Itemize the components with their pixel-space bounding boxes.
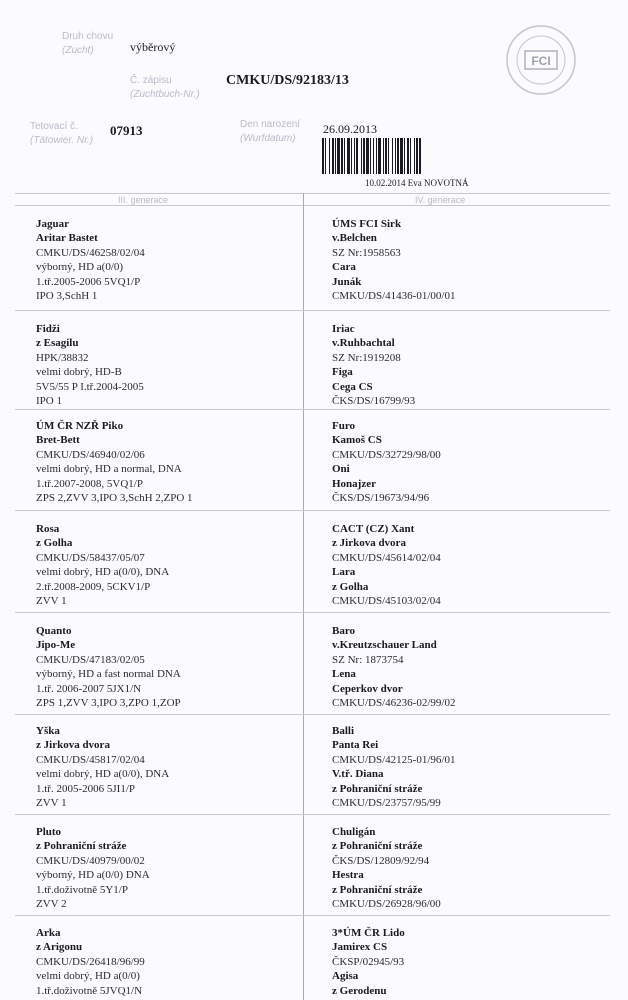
dog-name: z Pohraniční stráže xyxy=(332,883,423,896)
row-divider xyxy=(15,409,610,410)
dog-name: ÚM ČR NZŘ Piko xyxy=(36,420,124,432)
pedigree-cell-right xyxy=(332,624,455,710)
dog-detail: 2.tř.2008-2009, 5CKV1/P xyxy=(36,580,151,593)
pedigree-cell-right xyxy=(332,522,441,608)
dog-detail: CMKU/DS/42125-01/96/01 xyxy=(332,753,456,766)
dog-name: z Pohraniční stráže xyxy=(36,840,127,853)
dog-detail: velmi dobrý, HD a(0/0), DNA xyxy=(36,768,170,781)
dog-name: Arka xyxy=(36,927,61,939)
row-divider xyxy=(15,510,610,511)
pedigree-cell-left xyxy=(36,724,169,810)
dog-name: Panta Rei xyxy=(332,739,379,752)
pedigree-cell-right xyxy=(332,322,415,408)
pedigree-cell-left xyxy=(36,522,169,608)
dog-name: z Jirkova dvora xyxy=(332,537,406,550)
birth-date: 26.09.2013 xyxy=(323,122,377,136)
pedigree-cell-left xyxy=(36,322,144,408)
table-header-border xyxy=(15,205,610,206)
row-divider xyxy=(15,915,610,916)
dog-name: z Jirkova dvora xyxy=(36,739,110,752)
dog-name: Cega CS xyxy=(332,380,373,393)
dog-detail: velmi dobrý, HD-B xyxy=(36,366,122,379)
breed-value: výběrový xyxy=(130,40,176,54)
dog-name: V.tř. Diana xyxy=(332,768,384,781)
pedigree-cell-right xyxy=(332,724,455,810)
dog-detail: CMKU/DS/46236-02/99/02 xyxy=(332,697,456,710)
dog-name: Rosa xyxy=(36,523,60,535)
pedigree-cell-left xyxy=(36,217,145,303)
dog-name: Jamirex CS xyxy=(332,941,388,954)
dog-name: v.Ruhbachtal xyxy=(332,337,395,350)
pedigree-cell-left xyxy=(36,419,193,505)
pedigree-cell-left xyxy=(36,624,181,710)
pedigree-cell-right xyxy=(332,419,441,505)
dog-detail: SZ Nr:1919208 xyxy=(332,351,401,364)
dog-detail: 1.tř.2007-2008, 5VQ1/P xyxy=(36,477,143,490)
dog-detail: velmi dobrý, HD a(0/0) xyxy=(36,970,140,983)
dog-name: Chuligán xyxy=(332,826,376,838)
row-divider xyxy=(15,612,610,613)
table-top-border xyxy=(15,193,610,194)
dog-detail: IPO 1 xyxy=(36,395,62,408)
dog-name: z Golha xyxy=(332,580,369,593)
tattoo-label: Tetovací č. (Tätowier. Nr.) xyxy=(30,121,94,146)
dog-detail: CMKU/DS/26418/96/99 xyxy=(36,955,145,968)
dog-detail: CMKU/DS/47183/02/05 xyxy=(36,653,145,666)
dog-name: Bret-Bett xyxy=(36,434,80,447)
dog-detail: 1.tř.doživotně 5Y1/P xyxy=(36,883,128,896)
dog-detail: CMKU/DS/26928/96/00 xyxy=(332,898,441,911)
row-divider xyxy=(15,310,610,311)
dog-name: Figa xyxy=(332,366,353,379)
row-divider xyxy=(15,814,610,815)
dog-detail: IPO 3,SchH 1 xyxy=(36,290,98,303)
dog-name: Cara xyxy=(332,261,356,274)
column-header-right: IV. generace xyxy=(415,195,466,205)
dog-name: Agisa xyxy=(332,970,359,983)
dog-name: Quanto xyxy=(36,625,72,637)
dog-detail: CMKU/DS/58437/05/07 xyxy=(36,551,145,564)
dog-name: Honajzer xyxy=(332,477,376,490)
dog-name: z Pohraniční stráže xyxy=(332,782,423,795)
dog-detail: CMKU/DS/23757/95/99 xyxy=(332,797,441,810)
pedigree-cell-left xyxy=(36,825,150,911)
dog-name: Furo xyxy=(332,420,356,432)
dog-detail: 1.tř.2005-2006 5VQ1/P xyxy=(36,275,141,288)
dog-detail: výborný, HD a(0/0) xyxy=(36,261,124,274)
dog-name: Yška xyxy=(36,725,60,737)
dog-detail: 5V5/55 P I.tř.2004-2005 xyxy=(36,380,144,393)
dog-detail: velmi dobrý, HD a(0/0), DNA xyxy=(36,566,170,579)
breed-label: Druh chovu (Zucht) xyxy=(62,31,114,56)
dog-name: v.Kreutzschauer Land xyxy=(332,639,437,652)
dog-detail: HPK/38832 xyxy=(36,351,89,364)
dog-detail: ZPS 1,ZVV 3,IPO 3,ZPO 1,ZOP xyxy=(36,697,181,710)
dog-detail: velmi dobrý, HD a normal, DNA xyxy=(36,463,182,476)
issued-note: 10.02.2014 Eva NOVOTNÁ xyxy=(365,178,469,188)
dog-name: z Gerodenu xyxy=(332,984,387,997)
dog-detail: CMKU/DS/45614/02/04 xyxy=(332,551,441,564)
dog-detail: ČKS/DS/16799/93 xyxy=(332,395,416,408)
dog-detail: 1.tř. 2006-2007 5JX1/N xyxy=(36,682,142,695)
dog-name: v.Belchen xyxy=(332,232,377,245)
dog-name: Lara xyxy=(332,566,356,579)
dog-detail: výborný, HD a(0/0) DNA xyxy=(36,869,150,882)
tattoo-number: 07913 xyxy=(110,123,143,138)
row-divider xyxy=(15,714,610,715)
dog-name: Pluto xyxy=(36,826,62,838)
dog-name: Junák xyxy=(332,275,362,288)
dog-name: Kamoš CS xyxy=(332,434,382,447)
dog-detail: ČKS/DS/12809/92/94 xyxy=(332,854,430,867)
dog-name: ÚMS FCI Sirk xyxy=(332,218,402,230)
dog-name: z Golha xyxy=(36,537,73,550)
dog-detail: 1.tř.doživotně 5JVQ1/N xyxy=(36,984,143,997)
dog-detail: ZVV 2 xyxy=(36,898,67,911)
barcode xyxy=(322,138,532,174)
dog-detail: CMKU/DS/45103/02/04 xyxy=(332,595,441,608)
pedigree-cell-right xyxy=(332,825,441,911)
dog-name: z Pohraniční stráže xyxy=(332,840,423,853)
birth-date-label: Den narození (Wurfdatum) xyxy=(240,119,301,144)
studbook-label: Č. zápisu (Zuchtbuch-Nr.) xyxy=(130,75,200,100)
pedigree-cell-right xyxy=(332,926,405,998)
pedigree-cell-right xyxy=(332,217,455,303)
dog-detail: CMKU/DS/41436-01/00/01 xyxy=(332,290,456,303)
dog-detail: SZ Nr: 1873754 xyxy=(332,653,404,666)
dog-name: Aritar Bastet xyxy=(36,232,98,245)
dog-name: Fidži xyxy=(36,323,60,335)
dog-detail: výborný, HD a fast normal DNA xyxy=(36,668,181,681)
dog-detail: ZVV 1 xyxy=(36,595,67,608)
dog-name: Jipo-Me xyxy=(36,639,76,652)
studbook-number: CMKU/DS/92183/13 xyxy=(226,73,349,88)
dog-name: Baro xyxy=(332,625,356,637)
dog-name: CACT (CZ) Xant xyxy=(332,523,415,535)
column-header-left: III. generace xyxy=(118,195,169,205)
dog-name: Oni xyxy=(332,463,350,476)
pedigree-cell-left xyxy=(36,926,145,998)
dog-name: Ceperkov dvor xyxy=(332,682,403,695)
dog-name: Jaguar xyxy=(36,218,69,230)
fci-seal-icon xyxy=(505,24,577,96)
dog-detail: SZ Nr:1958563 xyxy=(332,246,401,259)
dog-name: z Arigonu xyxy=(36,941,83,954)
dog-name: Iriac xyxy=(332,323,355,335)
seal-text: FCI xyxy=(531,54,551,68)
dog-detail: ČKS/DS/19673/94/96 xyxy=(332,492,430,505)
dog-detail: ZPS 2,ZVV 3,IPO 3,SchH 2,ZPO 1 xyxy=(36,492,193,505)
dog-detail: CMKU/DS/46258/02/04 xyxy=(36,246,145,259)
dog-name: 3*ÚM ČR Lido xyxy=(332,927,405,939)
dog-detail: CMKU/DS/32729/98/00 xyxy=(332,448,441,461)
dog-detail: CMKU/DS/40979/00/02 xyxy=(36,854,145,867)
dog-name: z Esagilu xyxy=(36,337,79,350)
dog-detail: ZVV 1 xyxy=(36,797,67,810)
dog-detail: CMKU/DS/45817/02/04 xyxy=(36,753,145,766)
dog-name: Hestra xyxy=(332,869,364,882)
dog-detail: ČKSP/02945/93 xyxy=(332,955,405,968)
dog-name: Lena xyxy=(332,668,356,681)
dog-detail: CMKU/DS/46940/02/06 xyxy=(36,448,145,461)
dog-detail: 1.tř. 2005-2006 5JI1/P xyxy=(36,782,135,795)
dog-name: Balli xyxy=(332,725,355,737)
table-divider xyxy=(303,193,304,1000)
